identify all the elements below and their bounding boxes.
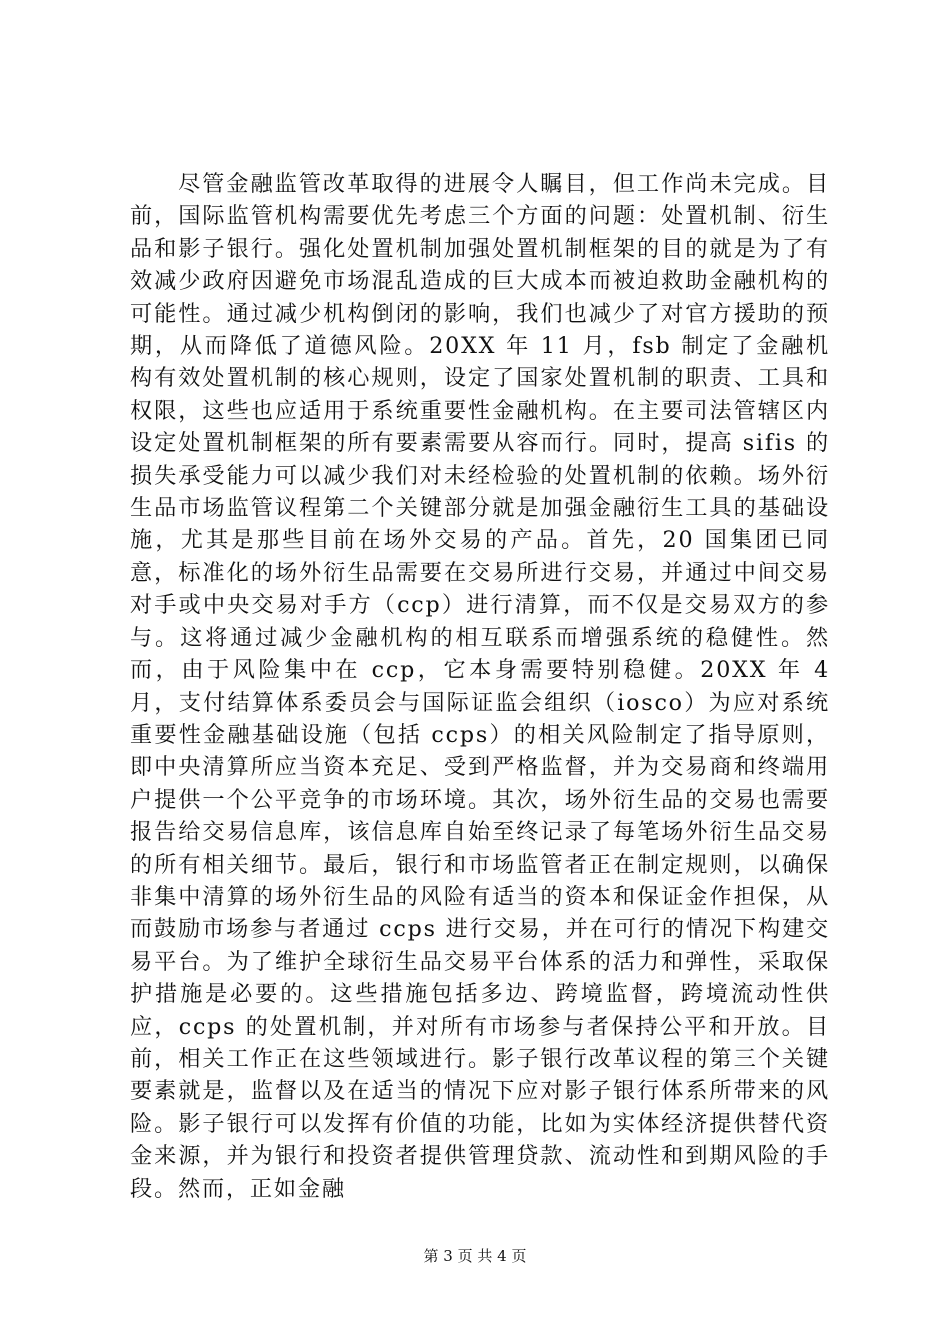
page-footer: 第 3 页 共 4 页 <box>423 1247 527 1265</box>
body-paragraph: 尽管金融监管改革取得的进展令人瞩目，但工作尚未完成。目前，国际监管机构需要优先考虑三个方面的问题：处置机制、衍生品和影子银行。强化处置机制加强处置机制框架的目的就是为了有效减少政府因避免市场混乱造成的巨大成本而被迫救助金融机构的可能性。通过减少机构倒闭的影响，我们也减少了对官方援助的预期，从而降低了道德风险。20XX 年 11 月，fsb 制定了金融机构有效处置机制的核心规则，设定了国家处置机制的职责、工具和权限，这些也应适用于系统重要性金融机构。在主要司法管辖区内设定处置机制框架的所有要素需要从容而行。同时，提高 sifis 的损失承受能力可以减少我们对未经检验的处置机制的依赖。场外衍生品市场监管议程第二个关键部分就是加强金融衍生工具的基础设施，尤其是那些目前在场外交易的产品。首先，20 国集团已同意，标准化的场外衍生品需要在交易所进行交易，并通过中间交易对手或中央交易对手方（ccp）进行清算，而不仅是交易双方的参与。这将通过减少金融机构的相互联系而增强系统的稳健性。然而，由于风险集中在 ccp，它本身需要特别稳健。20XX 年 4 月，支付结算体系委员会与国际证监会组织（iosco）为应对系统重要性金融基础设施（包括 ccps）的相关风险制定了指导原则，即中央清算所应当资本充足、受到严格监督，并为交易商和终端用户提供一个公平竞争的市场环境。其次，场外衍生品的交易也需要报告给交易信息库，该信息库自始至终记录了每笔场外衍生品交易的所有相关细节。最后，银行和市场监管者正在制定规则，以确保非集中清算的场外衍生品的风险有适当的资本和保证金作担保，从而鼓励市场参与者通过 ccps 进行交易，并在可行的情况下构建交易平台。为了维护全球衍生品交易平台体系的活力和弹性，采取保护措施是必要的。这些措施包括多边、跨境监督，跨境流动性供应，ccps 的处置机制，并对所有市场参与者保持公平和开放。目前，相关工作正在这些领域进行。影子银行改革议程的第三个关键要素就是，监督以及在适当的情况下应对影子银行体系所带来的风险。影子银行可以发挥有价值的功能，比如为实体经济提供替代资金来源，并为银行和投资者提供管理贷款、流动性和到期风险的手段。然而，正如金融 <box>130 171 830 1202</box>
